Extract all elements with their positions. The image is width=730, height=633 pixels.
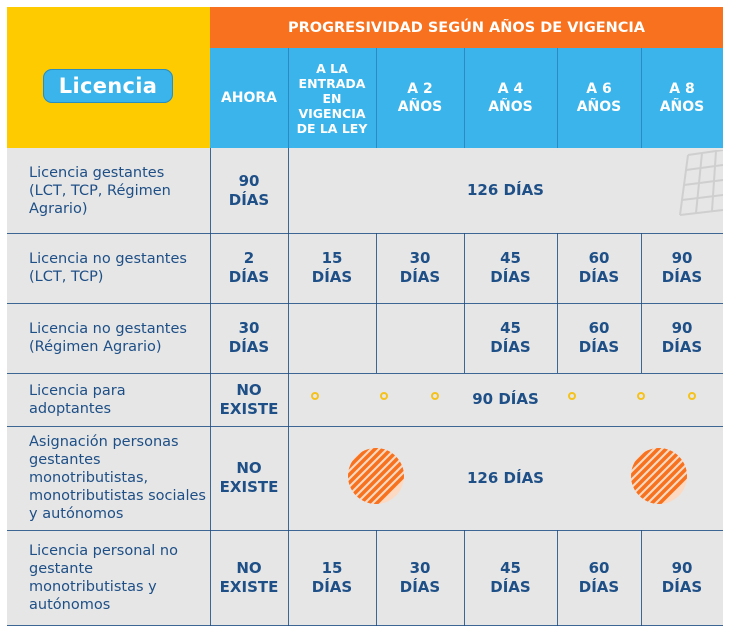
circle-decoration-icon [568, 392, 576, 400]
table-row-label: Licencia no gestantes (LCT, TCP) [29, 251, 187, 285]
title-bar [210, 7, 723, 48]
col-header-4-anos: A 4 AÑOS [464, 48, 557, 148]
circle-decoration-icon [380, 392, 388, 400]
grid-decoration-icon [678, 150, 723, 220]
table-cell-span: 90 DÍAS [472, 390, 539, 408]
col-header-8-anos: A 8 AÑOS [641, 48, 723, 148]
table-cell-span: 126 DÍAS [467, 181, 544, 199]
table-cell-now: 90 DÍAS [228, 171, 270, 209]
circle-decoration-icon [637, 392, 645, 400]
table-cell: 30 DÍAS [399, 249, 441, 286]
table-row-label: Asignación personas gestantes monotributistas, monotributistas sociales y autónomos [29, 434, 206, 522]
logo-panel [7, 7, 210, 148]
col-header-2-anos: A 2 AÑOS [376, 48, 464, 148]
col-header-entrada: A LA ENTRADA EN VIGENCIA DE LA LEY [288, 48, 376, 148]
table-cell: 45 DÍAS [490, 249, 531, 286]
table-cell: 15 DÍAS [311, 559, 353, 596]
table-cell: 60 DÍAS [578, 319, 620, 356]
table-cell-now: NO EXISTE [219, 459, 279, 496]
hatched-circle-icon [347, 447, 405, 505]
table-cell-now: NO EXISTE [219, 380, 279, 418]
col-header-ahora: AHORA [210, 48, 288, 148]
licencia-label: Licencia [58, 74, 158, 98]
table-cell: 30 DÍAS [399, 559, 441, 596]
table-cell: 90 DÍAS [661, 319, 703, 356]
table-cell: 45 DÍAS [490, 319, 531, 356]
table-row-label: Licencia personal no gestante monotributistas y autónomos [29, 543, 178, 613]
table-cell-now: 2 DÍAS [228, 249, 270, 286]
table-row-label: Licencia gestantes (LCT, TCP, Régimen Agrario) [29, 164, 171, 217]
table-cell: 90 DÍAS [661, 249, 703, 286]
table-cell: 45 DÍAS [490, 559, 531, 596]
title-text: PROGRESIVIDAD SEGÚN AÑOS DE VIGENCIA [287, 19, 646, 36]
licencia-pill [43, 69, 173, 103]
circle-decoration-icon [688, 392, 696, 400]
table-cell: 60 DÍAS [578, 249, 620, 286]
col-header-6-anos: A 6 AÑOS [557, 48, 641, 148]
table-cell: 90 DÍAS [661, 559, 703, 596]
table-cell [288, 303, 376, 373]
table-cell-span: 126 DÍAS [467, 468, 544, 487]
circle-decoration-icon [311, 392, 319, 400]
table-cell-now: 30 DÍAS [228, 319, 270, 356]
hatched-circle-icon [630, 447, 688, 505]
table-cell: 15 DÍAS [311, 249, 353, 286]
circle-decoration-icon [431, 392, 439, 400]
table-cell [376, 303, 464, 373]
table-cell: 60 DÍAS [578, 559, 620, 596]
table-row-label: Licencia no gestantes (Régimen Agrario) [29, 321, 187, 355]
table-row-label: Licencia para adoptantes [29, 382, 126, 417]
table-cell-now: NO EXISTE [219, 559, 279, 596]
